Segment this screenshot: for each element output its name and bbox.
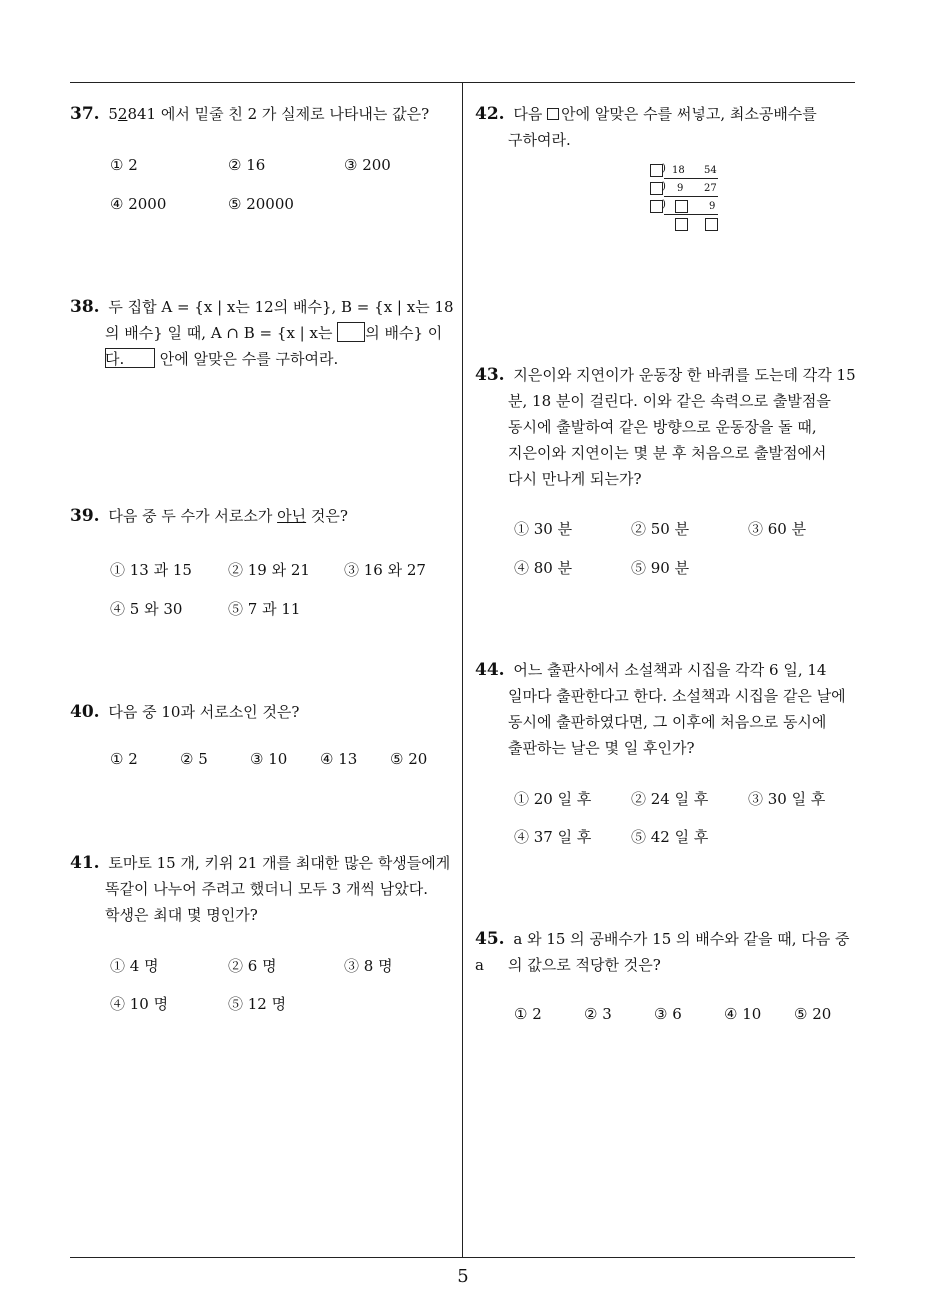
option-5[interactable]: ⑤ 12 명: [228, 995, 287, 1013]
option-1[interactable]: ① 13 과 15: [110, 561, 192, 579]
option-3[interactable]: ③ 60 분: [748, 520, 807, 538]
answer-box[interactable]: [105, 348, 155, 368]
option-2[interactable]: ② 50 분: [631, 520, 690, 538]
ladder-value: 18: [672, 165, 685, 176]
option-4[interactable]: ④ 5 와 30: [110, 600, 183, 618]
question-text: 의 배수} 이다.: [105, 324, 443, 368]
option-3[interactable]: ③ 8 명: [344, 957, 393, 975]
option-3[interactable]: ③ 16 와 27: [344, 561, 426, 579]
ladder-value: 54: [704, 165, 717, 176]
question-text: 것은?: [306, 507, 348, 525]
ladder-line: [664, 214, 718, 215]
question-44-line2: 일마다 출판한다고 한다. 소설책과 시집을 같은 날에: [508, 687, 846, 705]
option-1[interactable]: ① 2: [110, 750, 138, 768]
question-43: [475, 362, 860, 388]
question-44: [475, 657, 860, 683]
page-number: 5: [457, 1266, 469, 1287]
option-3[interactable]: ③ 200: [344, 156, 391, 174]
question-42: [475, 101, 860, 127]
option-1[interactable]: ① 2: [110, 156, 138, 174]
quotient-box[interactable]: [705, 218, 718, 231]
option-1[interactable]: ① 30 분: [514, 520, 573, 538]
question-text: 토마토 15 개, 키위 21 개를 최대한 많은 학생들에게: [108, 854, 451, 872]
question-text: 지은이와 지연이가 운동장 한 바퀴를 도는데 각각 15: [513, 366, 856, 384]
question-number: 45.: [475, 929, 505, 949]
ladder-value: 9: [709, 201, 716, 212]
option-2[interactable]: ② 5: [180, 750, 208, 768]
ladder-value: 27: [704, 183, 717, 194]
option-2[interactable]: ② 16: [228, 156, 266, 174]
question-text: 안에 알맞은 수를 써넣고, 최소공배수를: [561, 105, 817, 123]
question-44-line3: 동시에 출판하였다면, 그 이후에 처음으로 동시에: [508, 713, 827, 731]
option-4[interactable]: ④ 37 일 후: [514, 828, 592, 846]
question-38: [70, 294, 455, 320]
question-41-line3: 학생은 최대 몇 명인가?: [105, 906, 258, 924]
question-text: 841 에서 밑줄 친 2 가 실제로 나타내는 값은?: [127, 105, 430, 123]
option-5[interactable]: ⑤ 20: [390, 750, 428, 768]
question-45-line2: 의 값으로 적당한 것은?: [508, 956, 661, 974]
quotient-box[interactable]: [675, 200, 688, 213]
option-2[interactable]: ② 6 명: [228, 957, 277, 975]
question-44-line4: 출판하는 날은 몇 일 후인가?: [508, 739, 695, 757]
underlined-word: 아닌: [277, 507, 307, 525]
question-number: 42.: [475, 104, 505, 124]
column-divider: [462, 82, 463, 1257]
question-number: 37.: [70, 104, 100, 124]
question-41: [70, 850, 455, 876]
question-39: [70, 503, 455, 529]
option-1[interactable]: ① 2: [514, 1005, 542, 1023]
option-5[interactable]: ⑤ 20000: [228, 195, 294, 213]
question-text: 다음 중 10과 서로소인 것은?: [108, 703, 300, 721]
question-number: 39.: [70, 506, 100, 526]
answer-box[interactable]: [337, 322, 365, 342]
option-4[interactable]: ④ 80 분: [514, 559, 573, 577]
question-text: 두 집합 A = {x | x는 12의 배수}, B = {x | x는 18: [108, 298, 454, 316]
option-1[interactable]: ① 20 일 후: [514, 790, 592, 808]
question-38-line3: [105, 346, 460, 372]
option-5[interactable]: ⑤ 42 일 후: [631, 828, 709, 846]
division-ladder: ) 18 54 ) 9 27 ) 9: [648, 160, 728, 235]
underlined-digit: 2: [117, 105, 128, 123]
question-number: 44.: [475, 660, 505, 680]
question-42-line2: 구하여라.: [508, 131, 571, 149]
option-2[interactable]: ② 19 와 21: [228, 561, 310, 579]
ladder-line: [664, 178, 718, 179]
option-5[interactable]: ⑤ 90 분: [631, 559, 690, 577]
question-43-line3: 동시에 출발하여 같은 방향으로 운동장을 돌 때,: [508, 418, 817, 436]
question-text: a 와 15 의 공배수가 15 의 배수와 같을 때, 다음 중 a: [475, 930, 850, 974]
option-2[interactable]: ② 3: [584, 1005, 612, 1023]
question-number: 38.: [70, 297, 100, 317]
option-3[interactable]: ③ 10: [250, 750, 288, 768]
option-5[interactable]: ⑤ 20: [794, 1005, 832, 1023]
ladder-value: 9: [677, 183, 684, 194]
question-43-line4: 지은이와 지연이는 몇 분 후 처음으로 출발점에서: [508, 444, 827, 462]
bottom-rule: [70, 1257, 855, 1258]
option-4[interactable]: ④ 10: [724, 1005, 762, 1023]
question-41-line2: 똑같이 나누어 주려고 했더니 모두 3 개씩 남았다.: [105, 880, 428, 898]
quotient-box[interactable]: [675, 218, 688, 231]
question-number: 41.: [70, 853, 100, 873]
ladder-line: [664, 196, 718, 197]
question-text: 다음: [513, 105, 548, 123]
option-4[interactable]: ④ 13: [320, 750, 358, 768]
option-1[interactable]: ① 4 명: [110, 957, 159, 975]
question-37: [70, 101, 455, 127]
option-4[interactable]: ④ 2000: [110, 195, 167, 213]
question-43-line2: 분, 18 분이 걸린다. 이와 같은 속력으로 출발점을: [508, 392, 831, 410]
question-text: 다음 중 두 수가 서로소가: [108, 507, 278, 525]
option-2[interactable]: ② 24 일 후: [631, 790, 709, 808]
square-icon: [547, 108, 559, 120]
question-number: 43.: [475, 365, 505, 385]
question-number: 40.: [70, 702, 100, 722]
option-5[interactable]: ⑤ 7 과 11: [228, 600, 301, 618]
option-3[interactable]: ③ 30 일 후: [748, 790, 826, 808]
question-text: 어느 출판사에서 소설책과 시집을 각각 6 일, 14: [513, 661, 827, 679]
option-3[interactable]: ③ 6: [654, 1005, 682, 1023]
question-text: 5: [108, 105, 118, 123]
question-text: 안에 알맞은 수를 구하여라.: [159, 350, 339, 368]
question-text: 의 배수} 일 때, A ∩ B = {x | x는: [105, 324, 333, 342]
option-4[interactable]: ④ 10 명: [110, 995, 169, 1013]
question-43-line5: 다시 만나게 되는가?: [508, 470, 642, 488]
question-40: [70, 699, 455, 725]
